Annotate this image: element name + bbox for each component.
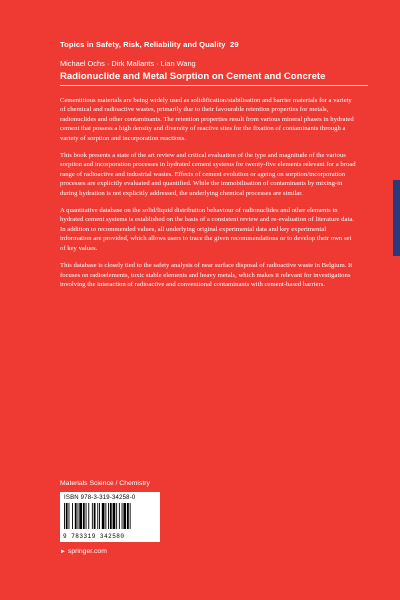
authors: Michael Ochs · Dirk Mallants · Lian Wang xyxy=(60,59,196,68)
barcode-bar xyxy=(122,503,123,529)
barcode-bar xyxy=(102,503,105,529)
barcode-bar xyxy=(64,503,65,529)
barcode xyxy=(60,492,160,542)
paragraph: A quantitative database on the solid/liquid distribution behaviour of radionuclides and other elements in hydrated cement systems is established on the basis of a consistent review and re-evaluation of literature data. In addition to recommended values, all underlying original experimental data and key experimental information are provided, which allows users to trace the given recommendations or to develop their own set of key values. xyxy=(60,207,354,252)
series-name: Topics in Safety, Risk, Reliability and Quality xyxy=(60,40,226,49)
barcode-bar xyxy=(78,503,79,529)
header xyxy=(60,40,380,82)
barcode-bar xyxy=(72,503,73,529)
isbn: ISBN 978-3-319-34258-0 xyxy=(64,495,136,501)
barcode-bar xyxy=(94,503,96,529)
color-tab xyxy=(393,180,400,256)
subject-category: Materials Science / Chemistry xyxy=(60,480,150,487)
divider xyxy=(60,85,368,86)
triangle-right-icon: ► xyxy=(60,549,66,555)
book-title: Radionuclide and Metal Sorption on Cement and Concrete xyxy=(60,71,326,82)
barcode-bar xyxy=(75,503,77,529)
barcode-bar xyxy=(66,503,68,529)
barcode-bars xyxy=(64,503,156,529)
barcode-bar xyxy=(79,503,82,529)
barcode-bar xyxy=(119,503,120,529)
description xyxy=(60,96,356,297)
barcode-bar xyxy=(88,503,89,529)
barcode-bar xyxy=(108,503,109,529)
barcode-bar xyxy=(130,503,131,529)
barcode-bar xyxy=(123,503,126,529)
barcode-number: 9 783319 342580 xyxy=(63,533,125,540)
barcode-bar xyxy=(86,503,87,529)
barcode-bar xyxy=(116,503,117,529)
barcode-bar xyxy=(99,503,100,529)
barcode-bar xyxy=(92,503,93,529)
series-line xyxy=(60,40,380,49)
barcode-bar xyxy=(97,503,98,529)
barcode-bar xyxy=(83,503,85,529)
barcode-bar xyxy=(127,503,129,529)
series-volume: 29 xyxy=(230,40,239,49)
barcode-bar xyxy=(105,503,106,529)
barcode-bar xyxy=(113,503,116,529)
url-text: springer.com xyxy=(67,548,107,555)
publisher-url[interactable] xyxy=(60,548,107,555)
paragraph: This book presents a state of the art review and critical evaluation of the type and magnitude of the various sorption and incorporation processes in hydrated cement systems for twenty-five elements relevant for a broad range of radioactive and industrial wastes. Effects of cement evolution or ageing on sorption/incorporation processes are explicitly evaluated and quantified. While the immobilisation of contaminants by mixing-in during hydration is not explicitly addressed, the underlying chemical processes are similar. xyxy=(60,152,356,197)
paragraph: Cementitious materials are being widely used as solidification/stabilisation and barrier materials for a variety of chemical and radioactive wastes, primarily due to their favourable retention properties for metals, radionuclides and other contaminants. The retention properties result from various mineral phases in hydrated cement that possess a high density and diversity of reactive sites for the fixation of contaminants through a variety of sorption and incorporation reactions. xyxy=(60,97,354,142)
barcode-bar xyxy=(69,503,70,529)
barcode-bar xyxy=(110,503,112,529)
paragraph: This database is closely tied to the safety analysis of near surface disposal of radioactive waste in Belgium. It focuses on radioelements, toxic stable elements and heavy metals, which makes it relevant for investigations involving the interaction of radioactive and conventional contaminants with cement-based barriers. xyxy=(60,262,353,288)
